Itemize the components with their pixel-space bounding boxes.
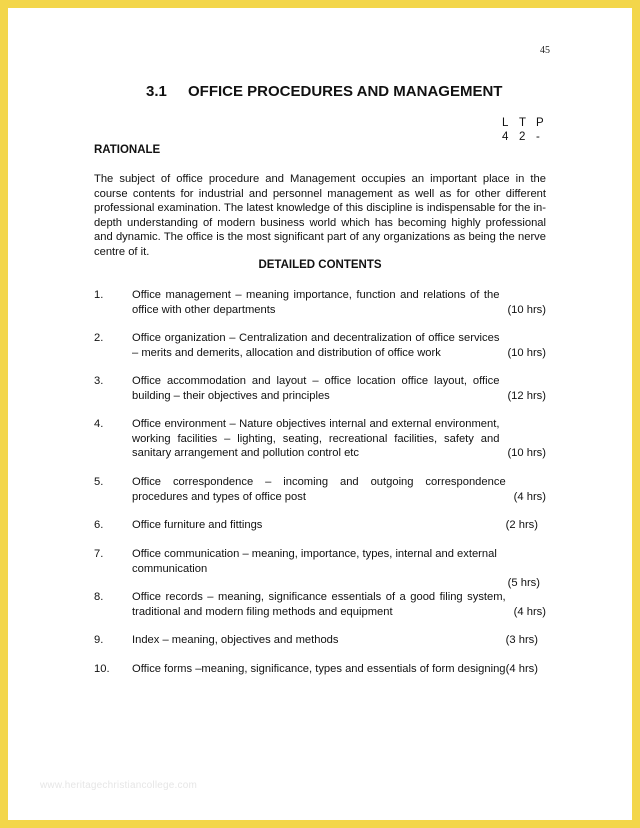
section-title: OFFICE PROCEDURES AND MANAGEMENT <box>188 83 503 100</box>
page-title <box>146 83 502 100</box>
ltp-header-l: L <box>502 117 509 129</box>
item-number: 10. <box>94 663 110 675</box>
page-number: 45 <box>540 45 550 56</box>
watermark-text: www.heritagechristiancollege.com <box>40 780 198 791</box>
item-hours: (10 hrs) <box>507 346 546 359</box>
item-text: Office accommodation and layout – office location office layout, office building – their objectives and principles <box>132 375 500 402</box>
item-text: Office communication – meaning, importance, types, internal and external communication <box>132 548 497 575</box>
item-hours: (3 hrs) <box>505 634 538 646</box>
ltp-header-t: T <box>519 117 527 129</box>
ltp-header-p: P <box>536 117 544 129</box>
item-text: Office organization – Centralization and decentralization of office services – merits and demerits, allocation and distribution of office work <box>132 332 500 359</box>
item-hours: (4 hrs) <box>505 663 538 675</box>
detailed-contents-heading: DETAILED CONTENTS <box>258 259 382 271</box>
item-number: 8. <box>94 591 104 603</box>
item-hours: (10 hrs) <box>507 303 546 316</box>
item-text: Office records – meaning, significance essentials of a good filing system, traditional and modern filing methods and equipment <box>132 591 506 618</box>
item-hours: (10 hrs) <box>507 447 546 459</box>
ltp-block <box>502 116 553 144</box>
ltp-value-t: 2 <box>519 131 526 143</box>
item-hours: (12 hrs) <box>507 389 546 402</box>
section-number: 3.1 <box>146 83 167 100</box>
item-text: Office management – meaning importance, function and relations of the office with other departments <box>132 289 500 316</box>
item-text: Office furniture and fittings <box>132 519 263 531</box>
ltp-values <box>502 130 553 144</box>
rationale-heading: RATIONALE <box>94 144 161 156</box>
item-number: 4. <box>94 418 104 430</box>
item-number: 1. <box>94 289 104 301</box>
ltp-value-p: - <box>536 131 540 143</box>
item-number: 9. <box>94 634 104 646</box>
item-number: 3. <box>94 375 104 387</box>
item-number: 5. <box>94 476 104 488</box>
rationale-paragraph: The subject of office procedure and Management occupies an important place in the course contents for industrial and personnel management as well as for other different professional examination. The latest knowledge of this discipline is indispensable for the in-depth understanding of modern business world which has becoming highly professional and dynamic. The office is the most significant part of any organizations as being the nerve centre of it. <box>94 173 546 258</box>
item-text: Office environment – Nature objectives internal and external environment, working facilities – lighting, seating, recreational facilities, safety and sanitary arrangement and pollution control etc <box>132 418 500 459</box>
document-page <box>8 8 632 820</box>
item-text: Office correspondence – incoming and outgoing correspondence procedures and types of office post <box>132 476 506 503</box>
item-hours: (2 hrs) <box>505 519 538 531</box>
item-text: Index – meaning, objectives and methods <box>132 634 339 646</box>
item-number: 2. <box>94 332 104 344</box>
item-number: 6. <box>94 519 104 531</box>
ltp-value-l: 4 <box>502 131 509 143</box>
item-number: 7. <box>94 548 104 560</box>
item-text: Office forms –meaning, significance, types and essentials of form designing <box>132 663 506 675</box>
item-hours: (5 hrs) <box>507 577 540 589</box>
ltp-headers <box>502 116 553 130</box>
item-hours: (4 hrs) <box>513 605 546 618</box>
item-hours: (4 hrs) <box>513 490 546 503</box>
